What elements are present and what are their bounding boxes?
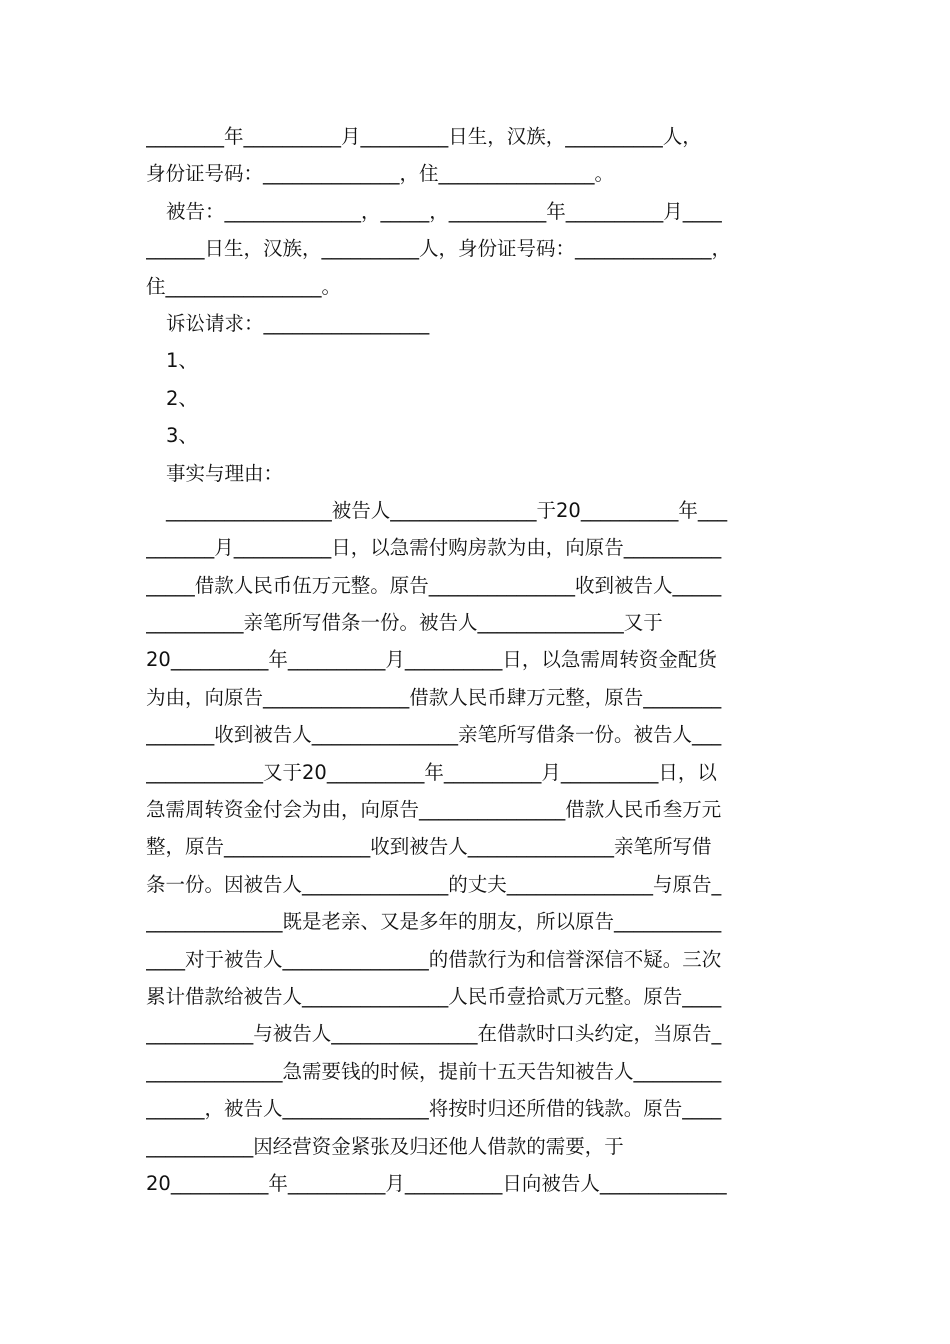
- defendant-birth-line: ______日生，汉族，__________人，身份证号码：______________，: [146, 237, 732, 261]
- claim-item-2: 2、: [166, 386, 198, 410]
- plaintiff-birth-line: ________年__________月_________日生，汉族，__________人，: [146, 125, 702, 148]
- facts-paragraph-line: 急需周转资金付会为由，向原告_______________借款人民币叁万元: [146, 798, 722, 822]
- facts-heading: 事实与理由：: [166, 461, 284, 485]
- facts-paragraph-line: ______________急需要钱的时候，提前十五天告知被告人_________: [146, 1059, 722, 1083]
- facts-paragraph-line: 整，原告_______________收到被告人_______________亲笔所写借: [146, 835, 712, 859]
- defendant-address-line: 住________________。: [146, 274, 342, 298]
- plaintiff-id-line: 身份证号码：______________，住________________。: [146, 162, 615, 186]
- facts-paragraph-line: ___________与被告人_______________在借款时口头约定，当原告_: [146, 1022, 722, 1046]
- facts-paragraph-line: _________________被告人_______________于20__________年___: [166, 498, 728, 522]
- facts-paragraph-line: _______月__________日，以急需付购房款为由，向原告__________: [146, 536, 722, 560]
- facts-paragraph-line: 20__________年__________月__________日，以急需周转资金配货: [146, 648, 717, 672]
- facts-paragraph-line: ______________既是老亲、又是多年的朋友，所以原告___________: [146, 910, 722, 934]
- claim-item-1: 1、: [166, 349, 198, 373]
- facts-paragraph-line: 累计借款给被告人_______________人民币壹拾贰万元整。原告____: [146, 984, 722, 1008]
- facts-paragraph-line: ___________因经营资金紧张及归还他人借款的需要，于: [146, 1134, 624, 1158]
- claims-heading: 诉讼请求：_________________: [166, 311, 430, 335]
- facts-paragraph-line: 20__________年__________月__________日向被告人_____________: [146, 1171, 727, 1195]
- facts-paragraph-line: 条一份。因被告人_______________的丈夫_______________与原告_: [146, 872, 722, 896]
- claim-item-3: 3、: [166, 424, 198, 448]
- document-page: [146, 118, 808, 1202]
- facts-paragraph-line: _______收到被告人_______________亲笔所写借条一份。被告人___: [146, 723, 722, 747]
- facts-paragraph-line: __________亲笔所写借条一份。被告人_______________又于: [146, 611, 663, 635]
- facts-paragraph-line: 为由，向原告_______________借款人民币肆万元整，原告________: [146, 685, 722, 709]
- facts-paragraph-line: ____对于被告人_______________的借款行为和信誉深信不疑。三次: [146, 947, 722, 971]
- facts-paragraph-line: _____借款人民币伍万元整。原告_______________收到被告人_____: [146, 573, 722, 597]
- facts-paragraph-line: ______，被告人_______________将按时归还所借的钱款。原告____: [146, 1097, 722, 1121]
- defendant-line: 被告：______________，_____，__________年__________月____: [166, 199, 722, 223]
- facts-paragraph-line: ____________又于20__________年__________月__________日，以: [146, 760, 717, 784]
